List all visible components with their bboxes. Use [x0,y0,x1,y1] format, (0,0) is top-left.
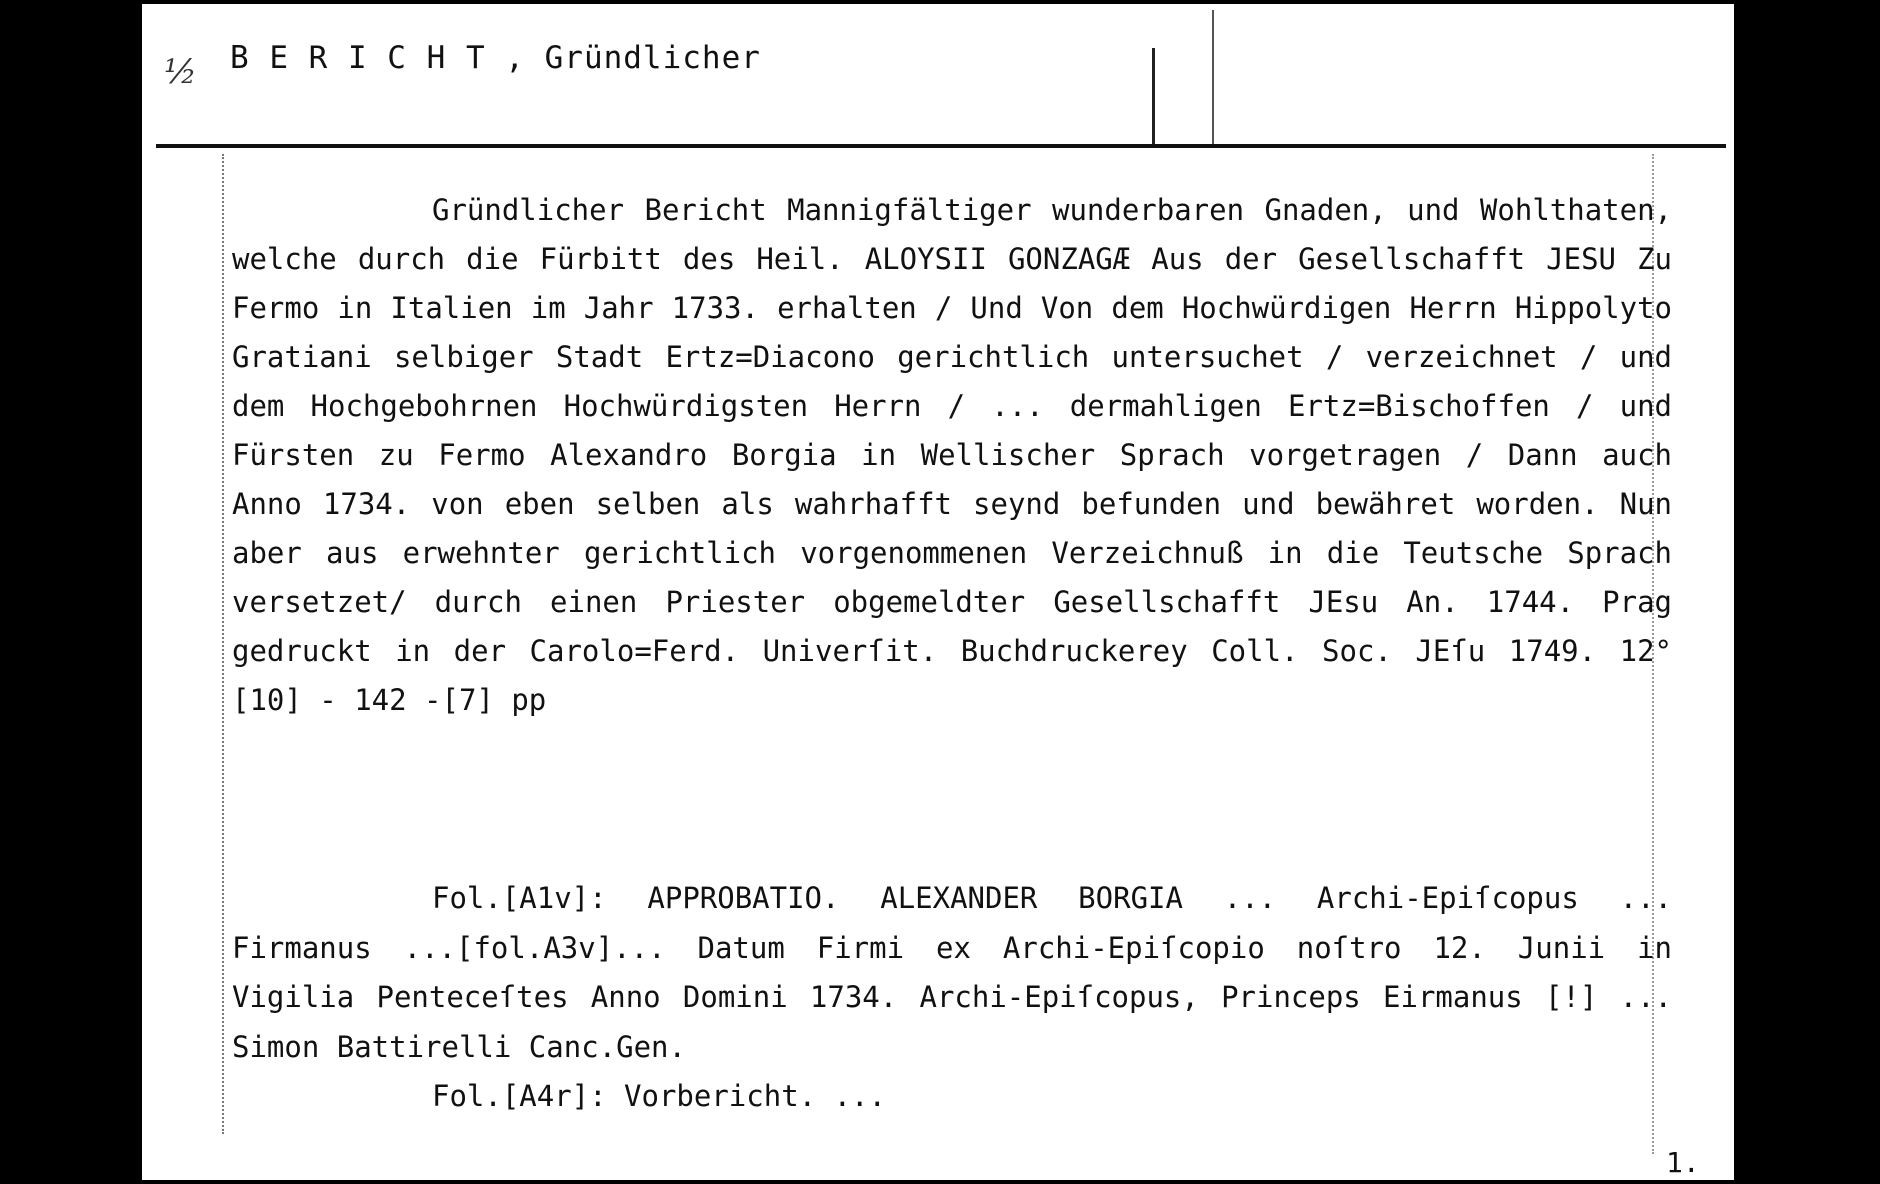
header-rule [156,144,1726,148]
description-block [232,186,1672,725]
folio-paragraph: Fol.[A1v]: APPROBATIO. ALEXANDER BORGIA ... Archi-Epiſcopus ... Firmanus ...[fol.A3v]... Datum Firmi ex Archi-Epiſcopio noſtro 12. Junii in Vigilia Penteceſtes Anno Domini 1734. Archi-Epiſcopus, Princeps Eirmanus [!] ... Simon Battirelli Canc.Gen. [232,881,1672,1064]
card-heading: B E R I C H T , Gründlicher [230,40,761,76]
handwritten-mark [1152,48,1155,148]
page-number: 1. [1666,1146,1700,1179]
folio-line: Fol.[A4r]: Vorbericht. ... [432,1079,886,1113]
handwritten-mark-thin [1212,10,1214,146]
description-paragraph: Gründlicher Bericht Mannigfältiger wunderbaren Gnaden, und Wohlthaten, welche durch die Fürbitt des Heil. ALOYSII GONZAGÆ Aus der Gesellschafft JESU Zu Fermo in Italien im Jahr 1733. erhalten / Und Von dem Hochwürdigen Herrn Hippolyto Gratiani selbiger Stadt Ertz=Diacono gerichtlich untersuchet / verzeichnet / und dem Hochgebohrnen Hochwürdigsten Herrn / ... dermahligen Ertz=Bischoffen / und Fürsten zu Fermo Alexandro Borgia in Wellischer Sprach vorgetragen / Dann auch Anno 1734. von eben selben als wahrhafft seynd befunden und bewähret worden. Nun aber aus erwehnter gerichtlich vorgenommenen Verzeichnuß in die Teutsche Sprach versetzet/ durch einen Priester obgemeldter Gesellschafft JEsu An. 1744. Prag gedruckt in der Carolo=Ferd. Univerſit. Buchdruckerey Coll. Soc. JEſu 1749. 12° [10] - 142 -[7] pp [232,193,1672,717]
folio-block [232,874,1672,1122]
margin-annotation: ½ [164,52,197,92]
catalog-card [142,4,1734,1180]
left-margin-line [222,154,224,1134]
